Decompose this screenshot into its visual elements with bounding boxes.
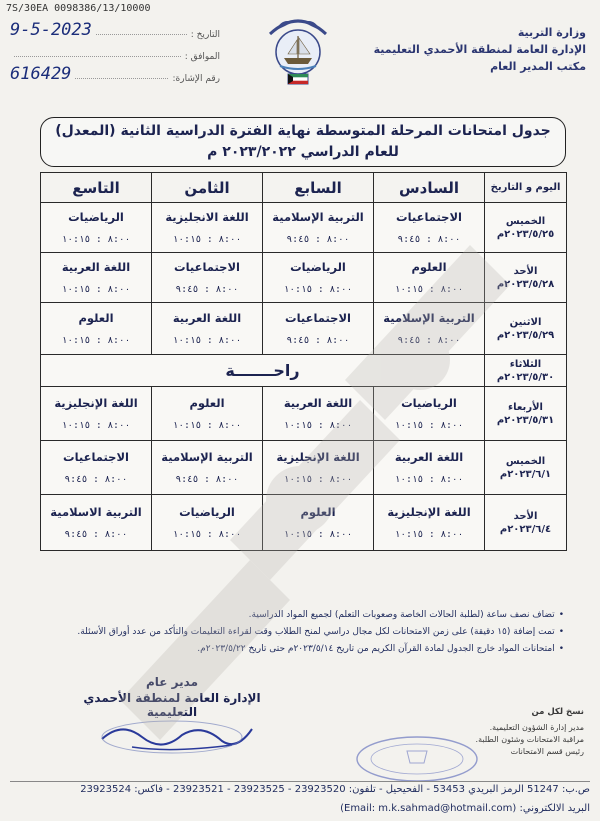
ministry-name: وزارة التربية	[517, 26, 586, 39]
exam-date: ٢٠٢٣/٥/٣٠م	[496, 371, 555, 383]
exam-subject: الرياضيات	[179, 505, 235, 519]
date-value: 9-5-2023	[10, 20, 92, 40]
page-footer	[10, 781, 590, 814]
exam-cell	[41, 203, 152, 253]
corresponding-label: الموافق :	[184, 52, 220, 62]
copy-recipient: مراقبة الامتحانات وشئون الطلبة.	[475, 735, 584, 744]
exam-cell	[374, 303, 485, 355]
exam-subject: العلوم	[411, 260, 447, 274]
rest-day-cell	[41, 355, 485, 387]
ministry-header	[374, 24, 586, 75]
exam-subject: العلوم	[300, 505, 336, 519]
exam-time: ٨:٠٠ : ٩:٤٥	[175, 474, 239, 485]
column-header-day: اليوم و التاريخ	[485, 173, 567, 203]
exam-subject: الرياضيات	[290, 260, 346, 274]
exam-cell	[263, 253, 374, 303]
exam-subject: الرياضيات	[68, 210, 124, 224]
signature-block	[62, 675, 282, 761]
exam-date: ٢٠٢٣/٦/١م	[499, 468, 552, 480]
copy-recipient: رئيس قسم الامتحانات	[510, 747, 584, 756]
exam-time: ٨:٠٠ : ١٠:١٥	[172, 234, 242, 245]
exam-cell	[374, 253, 485, 303]
exam-cell	[374, 441, 485, 495]
exam-time: ٨:٠٠ : ١٠:١٥	[172, 335, 242, 346]
exam-time: ٨:٠٠ : ١٠:١٥	[283, 420, 353, 431]
date-row	[10, 18, 220, 40]
day-date-cell	[485, 387, 567, 441]
exam-subject: التربية الإسلامية	[161, 450, 253, 464]
day-date-cell	[485, 355, 567, 387]
handwritten-signature-icon	[62, 717, 282, 757]
exam-cell	[374, 495, 485, 551]
official-stamp-icon	[352, 733, 482, 785]
column-header-grade-9: التاسع	[41, 173, 152, 203]
day-date-cell	[485, 303, 567, 355]
exam-schedule-table	[40, 172, 567, 551]
exam-subject: اللغة العربية	[61, 260, 131, 274]
exam-subject: اللغة الإنجليزية	[54, 396, 138, 410]
day-name: الخميس	[505, 215, 546, 227]
exam-time: ٨:٠٠ : ١٠:١٥	[283, 529, 353, 540]
exam-time: ٨:٠٠ : ١٠:١٥	[61, 335, 131, 346]
table-row	[41, 203, 567, 253]
document-subtitle: للعام الدراسي ٢٠٢٣/٢٠٢٢ م	[207, 144, 399, 160]
day-name: الأربعاء	[508, 401, 543, 413]
day-name: الأحد	[513, 265, 538, 277]
exam-subject: اللغة الانجليزية	[165, 210, 249, 224]
exam-time: ٨:٠٠ : ٩:٤٥	[175, 284, 239, 295]
table-row	[41, 387, 567, 441]
ref-row	[10, 62, 220, 84]
exam-subject: الاجتماعيات	[174, 260, 240, 274]
corresponding-row	[10, 40, 220, 62]
kuwait-emblem-icon	[262, 14, 334, 88]
exam-subject: اللغة الإنجليزية	[276, 450, 360, 464]
date-label: التاريخ :	[190, 30, 220, 40]
exam-subject: التربية الاسلامية	[50, 505, 142, 519]
exam-time: ٨:٠٠ : ٩:٤٥	[397, 234, 461, 245]
exam-cell	[152, 253, 263, 303]
contact-email-line	[10, 803, 590, 814]
exam-time: ٨:٠٠ : ٩:٤٥	[64, 474, 128, 485]
note-item: • تمت إضافة (١٥ دقيقة) على زمن الامتحانات لكل مجال دراسي لمنح الطلاب وقت لقراءة التعليمات والتأكد من عدد أوراق الأسئلة.	[24, 624, 564, 641]
exam-cell	[152, 387, 263, 441]
exam-subject: التربية الإسلامية	[272, 210, 364, 224]
exam-date: ٢٠٢٣/٦/٤م	[499, 523, 552, 535]
document-title-box	[40, 117, 566, 167]
email-address: (Email: m.k.sahmad@hotmail.com)	[340, 803, 517, 814]
day-name: الخميس	[505, 455, 546, 467]
note-item: • امتحانات المواد خارج الجدول لمادة القرآن الكريم من تاريخ ٢٠٢٣/٥/١٤م حتى تاريخ ٢٠٢٣/٥/٢٢م.	[24, 641, 564, 658]
exam-subject: العلوم	[189, 396, 225, 410]
exam-time: ٨:٠٠ : ١٠:١٥	[283, 474, 353, 485]
exam-subject: اللغة العربية	[283, 396, 353, 410]
exam-cell	[263, 495, 374, 551]
exam-cell	[41, 387, 152, 441]
day-date-cell	[485, 441, 567, 495]
exam-time: ٨:٠٠ : ١٠:١٥	[394, 420, 464, 431]
rest-day-label: راحـــــــة	[225, 361, 300, 380]
notes-list	[24, 607, 564, 658]
day-name: الثلاثاء	[509, 358, 542, 370]
table-row	[41, 495, 567, 551]
document-title: جدول امتحانات المرحلة المتوسطة نهاية الفترة الدراسية الثانية (المعدل)	[55, 123, 551, 139]
day-date-cell	[485, 203, 567, 253]
exam-time: ٨:٠٠ : ٩:٤٥	[397, 335, 461, 346]
exam-subject: الاجتماعيات	[285, 311, 351, 325]
exam-cell	[152, 441, 263, 495]
copies-heading: نسخ لكل من	[531, 707, 584, 717]
day-name: الأحد	[513, 510, 538, 522]
day-name: الاثنين	[509, 316, 542, 328]
ref-label: رقم الإشارة:	[172, 74, 220, 84]
signatory-organization: الإدارة العامة لمنطقة الأحمدي التعليمية	[83, 691, 261, 719]
table-row	[41, 303, 567, 355]
exam-time: ٨:٠٠ : ١٠:١٥	[61, 234, 131, 245]
exam-date: ٢٠٢٣/٥/٣١م	[496, 414, 555, 426]
exam-subject: اللغة الإنجليزية	[387, 505, 471, 519]
exam-cell	[152, 495, 263, 551]
exam-cell	[374, 203, 485, 253]
exam-cell	[41, 303, 152, 355]
exam-date: ٢٠٢٣/٥/٢٩م	[496, 329, 555, 341]
column-header-grade-7: السابع	[263, 173, 374, 203]
table-row	[41, 441, 567, 495]
table-row	[41, 355, 567, 387]
document-meta	[10, 18, 220, 84]
table-header-row	[41, 173, 567, 203]
exam-cell	[152, 203, 263, 253]
exam-cell	[374, 387, 485, 441]
exam-subject: الرياضيات	[401, 396, 457, 410]
exam-cell	[41, 253, 152, 303]
exam-subject: اللغة العربية	[172, 311, 242, 325]
exam-time: ٨:٠٠ : ١٠:١٥	[172, 529, 242, 540]
reference-code: 7S/30EA 0098386/13/10000	[6, 3, 151, 14]
exam-cell	[263, 441, 374, 495]
day-date-cell	[485, 253, 567, 303]
column-header-grade-8: الثامن	[152, 173, 263, 203]
exam-subject: اللغة العربية	[394, 450, 464, 464]
copy-recipient: مدير إدارة الشؤون التعليمية.	[489, 723, 584, 732]
ref-value: 616429	[10, 64, 72, 84]
exam-time: ٨:٠٠ : ١٠:١٥	[61, 284, 131, 295]
email-label: البريد الالكتروني:	[519, 803, 590, 814]
exam-cell	[152, 303, 263, 355]
exam-subject: التربية الإسلامية	[383, 311, 475, 325]
exam-subject: الاجتماعيات	[396, 210, 462, 224]
exam-time: ٨:٠٠ : ١٠:١٥	[283, 284, 353, 295]
exam-date: ٢٠٢٣/٥/٢٥م	[496, 228, 555, 240]
exam-time: ٨:٠٠ : ١٠:١٥	[394, 474, 464, 485]
contact-address: ص.ب: 51247 الرمز البريدي 53453 - الفحيحيل - تلفون: 23923520 - 23923525 - 23923521 - فاكس: 23923524	[10, 781, 590, 795]
exam-cell	[263, 303, 374, 355]
exam-time: ٨:٠٠ : ١٠:١٥	[394, 529, 464, 540]
exam-time: ٨:٠٠ : ٩:٤٥	[64, 529, 128, 540]
exam-cell	[263, 203, 374, 253]
day-date-cell	[485, 495, 567, 551]
exam-time: ٨:٠٠ : ٩:٤٥	[286, 234, 350, 245]
directorate-name: الإدارة العامة لمنطقة الأحمدي التعليمية	[373, 43, 586, 56]
exam-time: ٨:٠٠ : ١٠:١٥	[61, 420, 131, 431]
exam-subject: الاجتماعيات	[63, 450, 129, 464]
table-body	[41, 203, 567, 551]
exam-time: ٨:٠٠ : ٩:٤٥	[286, 335, 350, 346]
exam-cell	[41, 441, 152, 495]
copies-to-block	[476, 706, 584, 758]
signatory-title: مدير عام	[145, 675, 198, 689]
exam-subject: العلوم	[78, 311, 114, 325]
exam-date: ٢٠٢٣/٥/٢٨م	[496, 278, 555, 290]
exam-time: ٨:٠٠ : ١٠:١٥	[394, 284, 464, 295]
table-row	[41, 253, 567, 303]
column-header-grade-6: السادس	[374, 173, 485, 203]
exam-time: ٨:٠٠ : ١٠:١٥	[172, 420, 242, 431]
exam-cell	[41, 495, 152, 551]
exam-cell	[263, 387, 374, 441]
office-name: مكتب المدير العام	[490, 60, 586, 73]
note-item: • تضاف نصف ساعة (لطلبة الحالات الخاصة وصعوبات التعلم) لجميع المواد الدراسية.	[24, 607, 564, 624]
